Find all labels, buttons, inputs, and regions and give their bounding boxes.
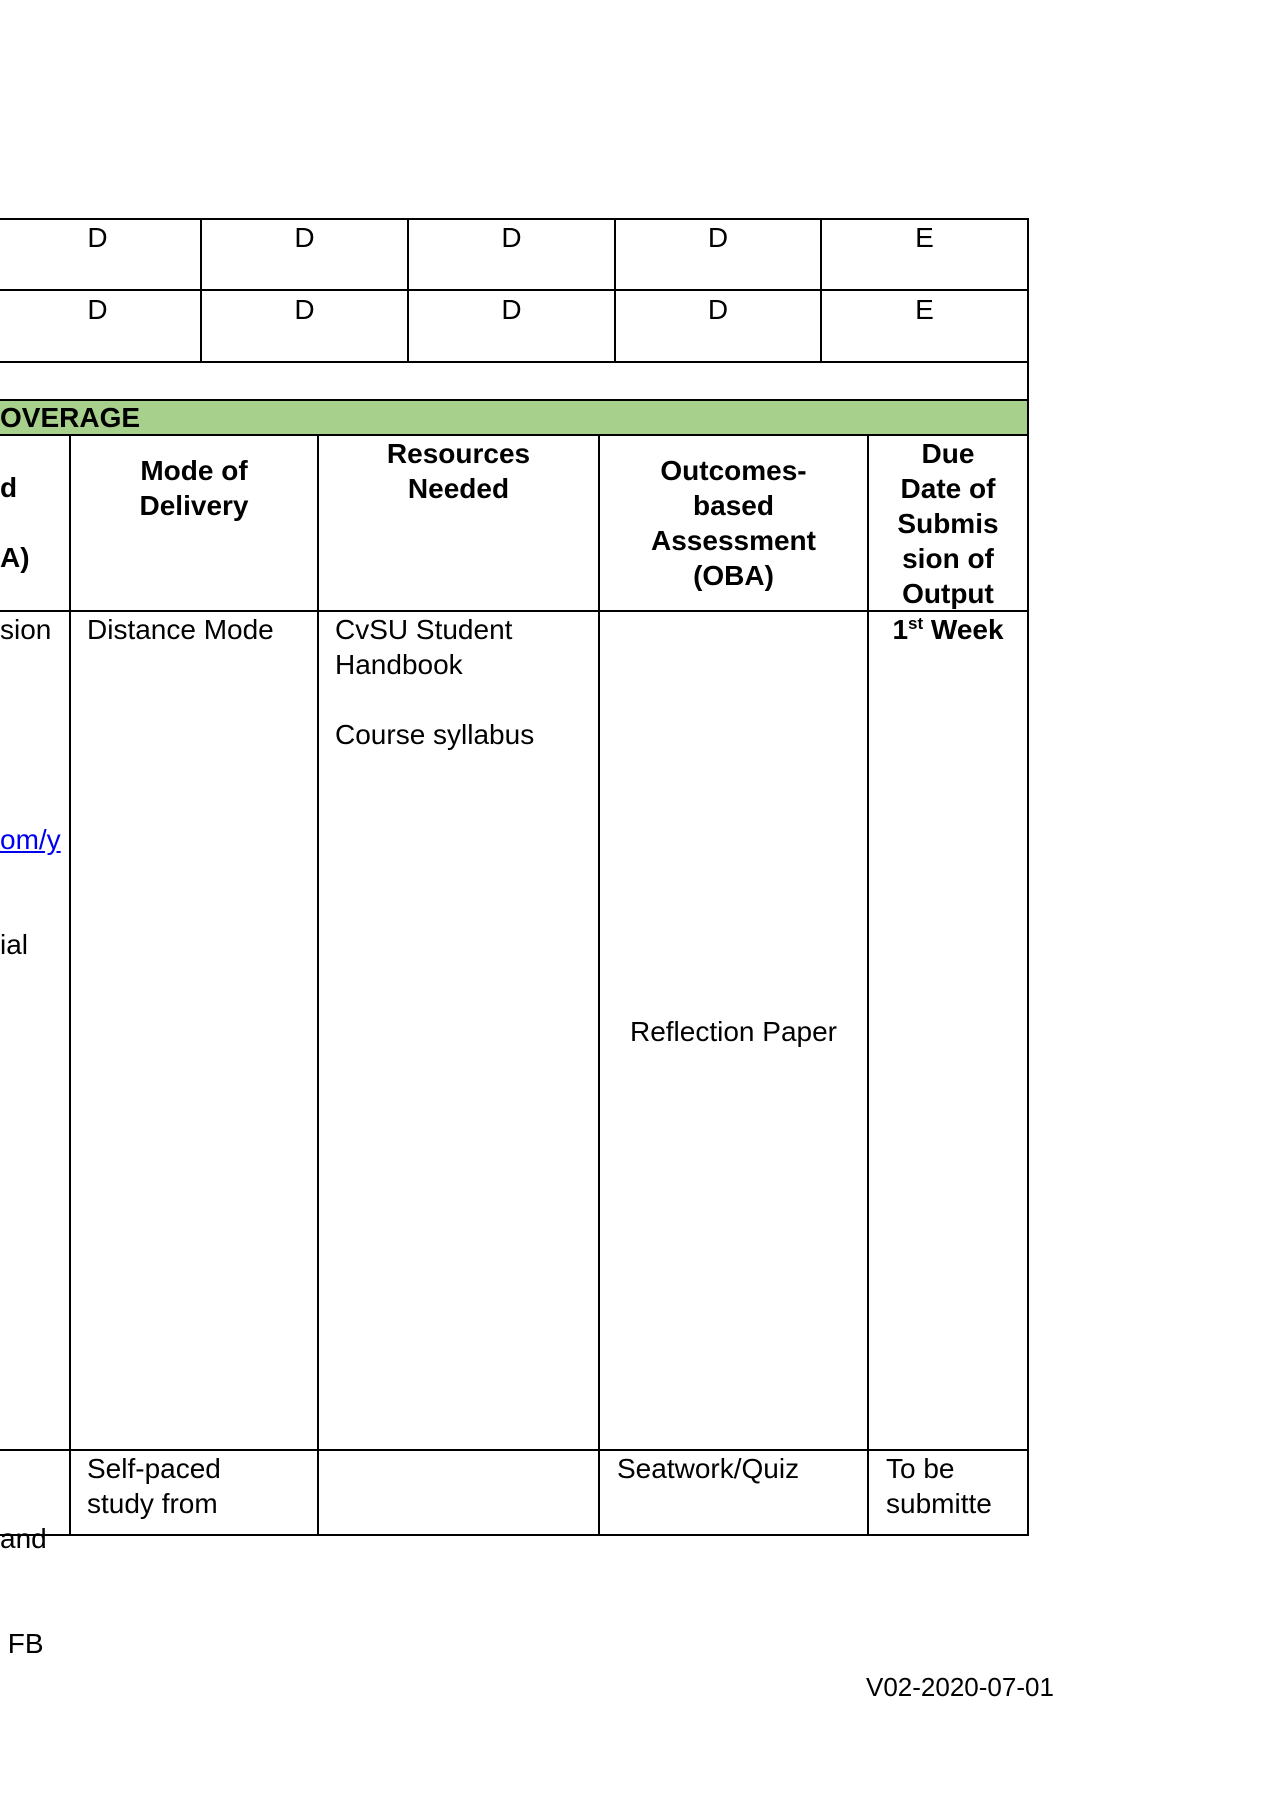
row1-partial-left: ial: [0, 929, 29, 960]
header-resources-needed: Resources Needed: [386, 438, 531, 504]
section-banner: [0, 400, 1028, 435]
grade-cell: D: [87, 222, 108, 253]
row1-partial-left: sion: [0, 614, 52, 645]
row1-resources: [335, 612, 534, 752]
grade-cell: D: [87, 294, 108, 325]
resource-item: Handbook: [335, 649, 463, 680]
grade-cell: D: [501, 294, 522, 325]
grade-cell: D: [707, 222, 729, 253]
grade-cell: D: [294, 294, 315, 325]
row2-due: To be submitte: [886, 1453, 992, 1519]
header-partial-left: d: [0, 472, 18, 503]
row1-due: 1st Week: [892, 614, 1004, 645]
grade-cell: D: [294, 222, 315, 253]
grade-cell: E: [915, 222, 934, 253]
row1-oba: Reflection Paper: [629, 1016, 837, 1047]
section-banner-label: OVERAGE: [0, 402, 141, 433]
header-mode-of-delivery: Mode of Delivery: [139, 455, 249, 521]
row1-mode: Distance Mode: [87, 614, 274, 645]
grade-cell: E: [915, 294, 934, 325]
row1-partial-link[interactable]: om/y: [0, 824, 61, 855]
resource-item: Course syllabus: [335, 719, 535, 750]
version-label: V02-2020-07-01: [866, 1672, 1054, 1702]
header-partial-left: A): [0, 542, 30, 573]
resource-item: CvSU Student: [335, 614, 513, 645]
header-oba: Outcomes- based Assessment (OBA): [651, 455, 816, 591]
row2-oba: Seatwork/Quiz: [617, 1453, 800, 1484]
row2-mode: Self-paced study from: [87, 1453, 221, 1519]
header-due-date: Due Date of Submis sion of Output: [897, 438, 999, 609]
row2-partial-left: and FB: [0, 1523, 47, 1659]
grade-cell: D: [707, 294, 729, 325]
grade-cell: D: [501, 222, 522, 253]
